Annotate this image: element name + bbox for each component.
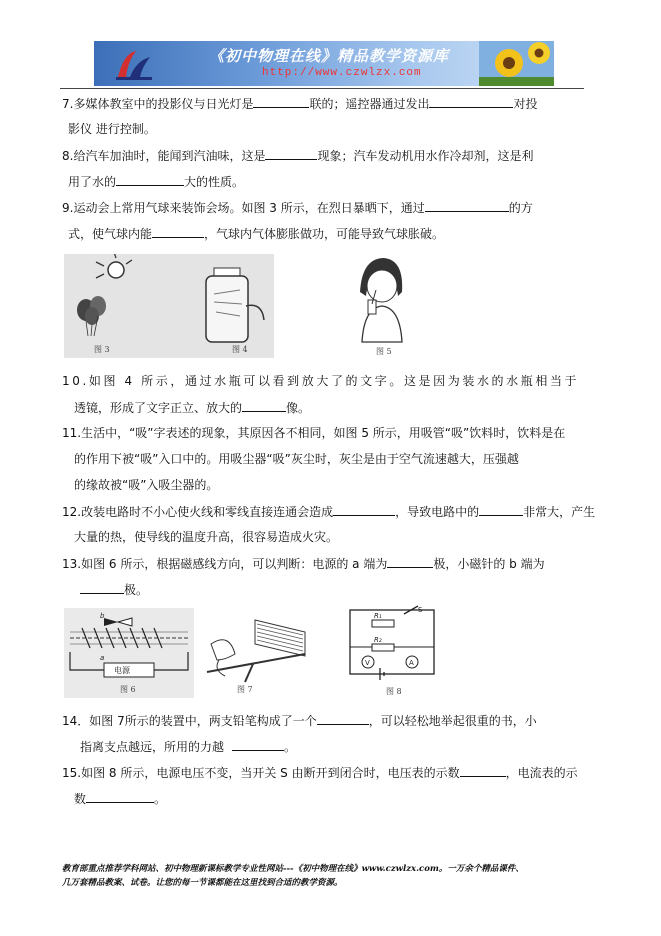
question-7 xyxy=(62,95,537,112)
q7-text-1: 7.多媒体教室中的投影仪与日光灯是 xyxy=(62,97,254,111)
figure-6-image xyxy=(64,608,194,698)
q10-text-2: 透镜，形成了文字正立、放大的 xyxy=(74,401,243,415)
r2-label: R₂ xyxy=(374,636,382,644)
q8-blank-2[interactable] xyxy=(116,173,184,186)
figure-7-image xyxy=(205,604,315,698)
q12-text-4: 大量的热，使导线的温度升高，很容易造成火灾。 xyxy=(74,530,339,544)
figure-4-caption: 图 4 xyxy=(232,345,248,354)
question-12 xyxy=(62,503,595,520)
q13-blank-1[interactable] xyxy=(387,555,433,568)
pencil-lever-books-icon xyxy=(207,620,305,682)
question-9 xyxy=(62,199,533,216)
q15-text-1: 15.如图 8 所示，电源电压不变，当开关 S 由断开到闭合时，电压表的示数 xyxy=(62,766,460,780)
footer-line-2: 几万套精品教案、试卷。让您的每一节课都能在这里找到合适的教学资源。 xyxy=(62,878,343,888)
q10-line-2 xyxy=(74,399,310,416)
q14-text-2: ，可以轻松地举起很重的书，小 xyxy=(368,714,537,728)
figure-8-image xyxy=(342,600,442,698)
sunflower-icon xyxy=(479,41,554,86)
child-drinking-icon xyxy=(360,258,402,342)
q7-blank-1[interactable] xyxy=(253,95,309,108)
q13-line-2 xyxy=(80,581,148,598)
q15-blank-2[interactable] xyxy=(86,790,154,803)
q12-text-3: 非常大，产生 xyxy=(523,505,596,519)
q11-text-3: 的缘故被“吸”入吸尘器的。 xyxy=(74,478,219,492)
q15-text-4: 。 xyxy=(154,792,167,806)
q9-text-4: ，气球内气体膨胀做功，可能导致气球胀破。 xyxy=(204,227,445,241)
figure-5-image xyxy=(352,252,408,356)
q9-line-2 xyxy=(68,225,444,242)
figure-3-4-image xyxy=(64,254,274,358)
q11-text-2: 的作用下被“吸”入口中的。用吸尘器“吸”灰尘时，灰尘是由于空气流速越大，压强越 xyxy=(74,452,519,466)
banner-title: 《初中物理在线》精品教学资源库 xyxy=(209,47,450,65)
circuit-diagram-icon xyxy=(350,606,434,680)
q9-blank-1[interactable] xyxy=(425,199,509,212)
q10-blank-1[interactable] xyxy=(242,399,286,412)
q9-text-3: 式，使气球内能 xyxy=(68,227,153,241)
ammeter-label: A xyxy=(409,659,414,667)
question-15 xyxy=(62,764,578,781)
q8-line-2 xyxy=(68,173,244,190)
q8-text-4: 大的性质。 xyxy=(184,175,245,189)
q14-line-2 xyxy=(80,738,296,755)
q12-text-2: ，导致电路中的 xyxy=(395,505,480,519)
figure-7-caption: 图 7 xyxy=(237,685,253,694)
site-logo-icon xyxy=(114,47,154,81)
footer-line-1: 教育部重点推荐学科网站、初中物理新课标教学专业性网站---《初中物理在线》www.czwlzx.com。一万余个精品课件、 xyxy=(62,864,524,874)
q13-blank-2[interactable] xyxy=(80,581,124,594)
q8-text-3: 用了水的 xyxy=(68,175,117,189)
q11-text-1: 11.生活中，“吸”字表述的现象，其原因各不相同，如图 5 所示，用吸管“吸”饮料时，饮料是在 xyxy=(62,426,566,440)
q15-blank-1[interactable] xyxy=(460,764,506,777)
q13-text-1: 13.如图 6 所示，根据磁感线方向，可以判断：电源的 a 端为 xyxy=(62,557,388,571)
q9-text-1: 9.运动会上常用气球来装饰会场。如图 3 所示，在烈日暴晒下，通过 xyxy=(62,201,425,215)
q10-text-3: 像。 xyxy=(286,401,311,415)
q10-text-1: 10.如图 4 所示，通过水瓶可以看到放大了的文字。这是因为装水的水瓶相当于 xyxy=(62,374,580,388)
q15-text-2: ，电流表的示 xyxy=(505,766,578,780)
q15-text-3: 数 xyxy=(74,792,87,806)
switch-s-label: S xyxy=(418,606,423,614)
banner-url[interactable]: http://www.czwlzx.com xyxy=(262,67,422,79)
q13-text-3: 极。 xyxy=(124,583,149,597)
question-13 xyxy=(62,555,545,572)
terminal-a-label: a xyxy=(100,654,105,662)
q14-text-1: 14．如图 7所示的装置中，两支铅笔构成了一个 xyxy=(62,714,317,728)
question-14 xyxy=(62,712,537,729)
q12-blank-1[interactable] xyxy=(333,503,395,516)
q14-text-4: 。 xyxy=(284,740,297,754)
figure-6-caption: 图 6 xyxy=(120,685,136,694)
header-divider xyxy=(60,88,584,89)
figure-3-caption: 图 3 xyxy=(94,345,110,354)
header-banner xyxy=(94,41,554,86)
figure-5-caption: 图 5 xyxy=(376,347,392,356)
q8-text-1: 8.给汽车加油时，能闻到汽油味，这是 xyxy=(62,149,266,163)
q8-blank-1[interactable] xyxy=(265,147,317,160)
question-8 xyxy=(62,147,533,164)
q7-blank-2[interactable] xyxy=(429,95,513,108)
q9-blank-2[interactable] xyxy=(152,225,204,238)
q9-text-2: 的方 xyxy=(508,201,533,215)
q14-text-3: 指离支点越远，所用的力越 xyxy=(80,740,225,754)
q7-text-3: 对投 xyxy=(513,97,538,111)
page-footer xyxy=(62,862,602,890)
q8-text-2: 现象；汽车发动机用水作冷却剂，这是利 xyxy=(317,149,534,163)
voltmeter-label: V xyxy=(365,659,370,667)
q7-text-2: 联的；遥控器通过发出 xyxy=(309,97,430,111)
q13-text-2: 极，小磁针的 b 端为 xyxy=(433,557,545,571)
figure-8-caption: 图 8 xyxy=(386,687,402,696)
power-source-label: 电源 xyxy=(114,666,130,675)
q12-text-1: 12.改装电路时不小心使火线和零线直接连通会造成 xyxy=(62,505,334,519)
q15-line-2 xyxy=(74,790,166,807)
q12-blank-2[interactable] xyxy=(479,503,523,516)
r1-label: R₁ xyxy=(374,612,382,620)
q14-blank-1[interactable] xyxy=(317,712,369,725)
q14-blank-2[interactable] xyxy=(232,738,284,751)
q7-text-4: 影仪 进行控制。 xyxy=(68,122,156,136)
needle-b-label: b xyxy=(100,612,105,620)
